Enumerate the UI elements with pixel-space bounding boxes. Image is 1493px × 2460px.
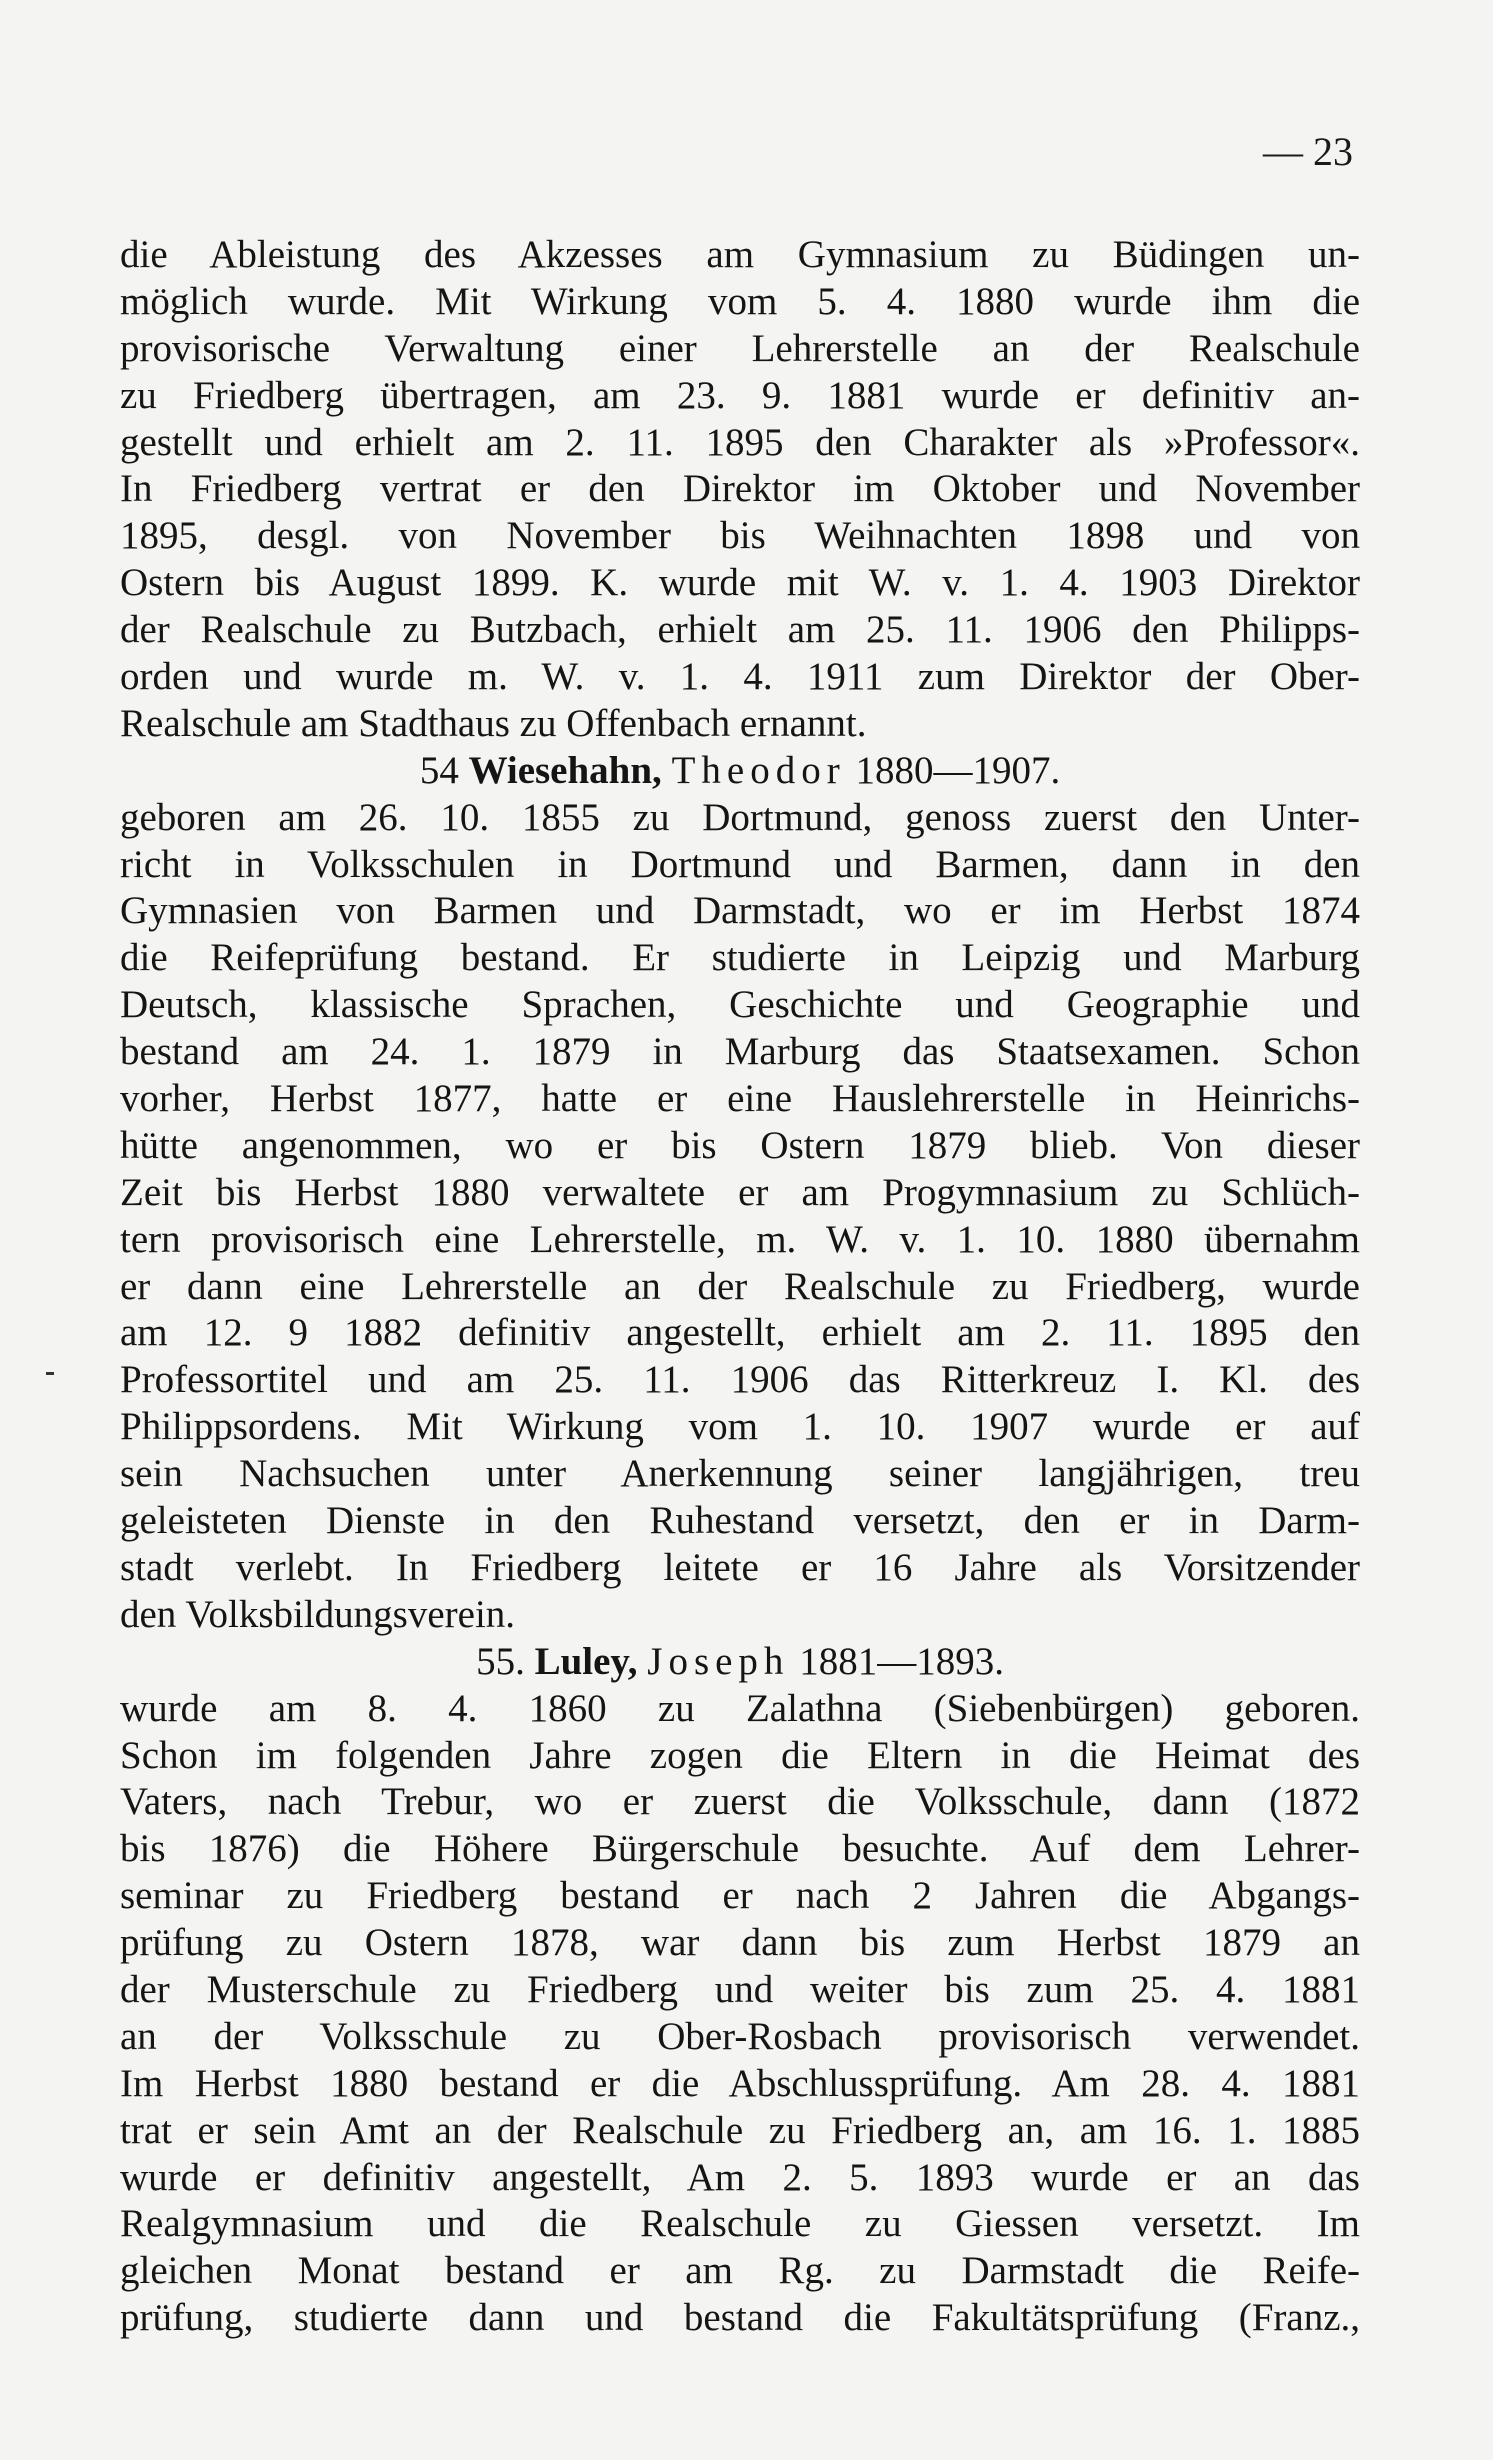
- text-line: 1895, desgl. von November bis Weihnachten 1898 und von: [120, 514, 1360, 558]
- text-line: der Musterschule zu Friedberg und weiter bis zum 25. 4. 1881: [120, 1967, 1360, 2011]
- text-line: trat er sein Amt an der Realschule zu Friedberg an, am 16. 1. 1885: [120, 2108, 1360, 2152]
- text-line: sein Nachsuchen unter Anerkennung seiner langjährigen, treu: [120, 1452, 1360, 1496]
- text-line: seminar zu Friedberg bestand er nach 2 Jahren die Abgangs-: [120, 1874, 1360, 1918]
- text-line: orden und wurde m. W. v. 1. 4. 1911 zum Direktor der Ober-: [120, 655, 1360, 699]
- text-line: tern provisorisch eine Lehrerstelle, m. W. v. 1. 10. 1880 übernahm: [120, 1217, 1360, 1261]
- paragraph-1: [120, 232, 1360, 748]
- entry-heading-54: [120, 748, 1360, 795]
- paragraph-2: [120, 795, 1360, 1639]
- text-line: bis 1876) die Höhere Bürgerschule besuchte. Auf dem Lehrer-: [120, 1827, 1360, 1871]
- text-line: vorher, Herbst 1877, hatte er eine Hauslehrerstelle in Heinrichs-: [120, 1077, 1360, 1121]
- text-line: prüfung, studierte dann und bestand die Fakultätsprüfung (Franz.,: [120, 2296, 1360, 2340]
- entry-given-name: Joseph: [647, 1639, 790, 1683]
- entry-given-name: Theodor: [671, 748, 846, 792]
- text-line: Zeit bis Herbst 1880 verwaltete er am Progymnasium zu Schlüch-: [120, 1170, 1360, 1214]
- text-line: gleichen Monat bestand er am Rg. zu Darmstadt die Reife-: [120, 2249, 1360, 2293]
- margin-mark: [46, 1372, 54, 1375]
- text-line: In Friedberg vertrat er den Direktor im Oktober und November: [120, 467, 1360, 511]
- text-line: den Volksbildungsverein.: [120, 1592, 516, 1636]
- entry-number: 54: [419, 748, 459, 792]
- text-line: richt in Volksschulen in Dortmund und Barmen, dann in den: [120, 842, 1360, 886]
- text-line: Deutsch, klassische Sprachen, Geschichte und Geographie und: [120, 983, 1360, 1027]
- text-line: Schon im folgenden Jahre zogen die Eltern in die Heimat des: [120, 1733, 1360, 1777]
- paragraph-3: [120, 1686, 1360, 2342]
- page-number: — 23: [1263, 129, 1353, 174]
- text-line: geleisteten Dienste in den Ruhestand versetzt, den er in Darm-: [120, 1499, 1360, 1543]
- text-line: geboren am 26. 10. 1855 zu Dortmund, genoss zuerst den Unter-: [120, 795, 1360, 839]
- text-line: der Realschule zu Butzbach, erhielt am 25. 11. 1906 den Philipps-: [120, 608, 1360, 652]
- text-line: Ostern bis August 1899. K. wurde mit W. v. 1. 4. 1903 Direktor: [120, 561, 1360, 605]
- text-line: am 12. 9 1882 definitiv angestellt, erhielt am 2. 11. 1895 den: [120, 1311, 1360, 1355]
- entry-number: 55.: [476, 1639, 525, 1683]
- entry-surname: Luley,: [534, 1639, 638, 1683]
- text-line: zu Friedberg übertragen, am 23. 9. 1881 wurde er definitiv an-: [120, 373, 1360, 417]
- body-text: [120, 232, 1360, 2342]
- text-line: er dann eine Lehrerstelle an der Realschule zu Friedberg, wurde: [120, 1264, 1360, 1308]
- text-line: Philippsordens. Mit Wirkung vom 1. 10. 1907 wurde er auf: [120, 1405, 1360, 1449]
- text-line: wurde am 8. 4. 1860 zu Zalathna (Siebenbürgen) geboren.: [120, 1686, 1360, 1730]
- text-line: Im Herbst 1880 bestand er die Abschlussprüfung. Am 28. 4. 1881: [120, 2061, 1360, 2105]
- entry-years: 1880—1907.: [855, 748, 1061, 792]
- text-line: bestand am 24. 1. 1879 in Marburg das Staatsexamen. Schon: [120, 1030, 1360, 1074]
- text-line: Gymnasien von Barmen und Darmstadt, wo er im Herbst 1874: [120, 889, 1360, 933]
- text-line: prüfung zu Ostern 1878, war dann bis zum Herbst 1879 an: [120, 1921, 1360, 1965]
- entry-surname: Wiesehahn,: [468, 748, 662, 792]
- text-line: stadt verlebt. In Friedberg leitete er 16 Jahre als Vorsitzender: [120, 1545, 1360, 1589]
- text-line: möglich wurde. Mit Wirkung vom 5. 4. 1880 wurde ihm die: [120, 279, 1360, 323]
- text-line: Vaters, nach Trebur, wo er zuerst die Volksschule, dann (1872: [120, 1780, 1360, 1824]
- text-line: gestellt und erhielt am 2. 11. 1895 den Charakter als »Professor«.: [120, 420, 1360, 464]
- text-line: hütte angenommen, wo er bis Ostern 1879 blieb. Von dieser: [120, 1123, 1360, 1167]
- text-line: Realschule am Stadthaus zu Offenbach ernannt.: [120, 701, 867, 745]
- text-line: die Reifeprüfung bestand. Er studierte in Leipzig und Marburg: [120, 936, 1360, 980]
- text-line: an der Volksschule zu Ober-Rosbach provisorisch verwendet.: [120, 2014, 1360, 2058]
- text-line: wurde er definitiv angestellt, Am 2. 5. 1893 wurde er an das: [120, 2155, 1360, 2199]
- text-line: Professortitel und am 25. 11. 1906 das Ritterkreuz I. Kl. des: [120, 1358, 1360, 1402]
- entry-heading-55: [120, 1639, 1360, 1686]
- entry-years: 1881—1893.: [799, 1639, 1004, 1683]
- text-line: provisorische Verwaltung einer Lehrerstelle an der Realschule: [120, 326, 1360, 370]
- text-line: Realgymnasium und die Realschule zu Giessen versetzt. Im: [120, 2202, 1360, 2246]
- text-line: die Ableistung des Akzesses am Gymnasium zu Büdingen un-: [120, 233, 1360, 276]
